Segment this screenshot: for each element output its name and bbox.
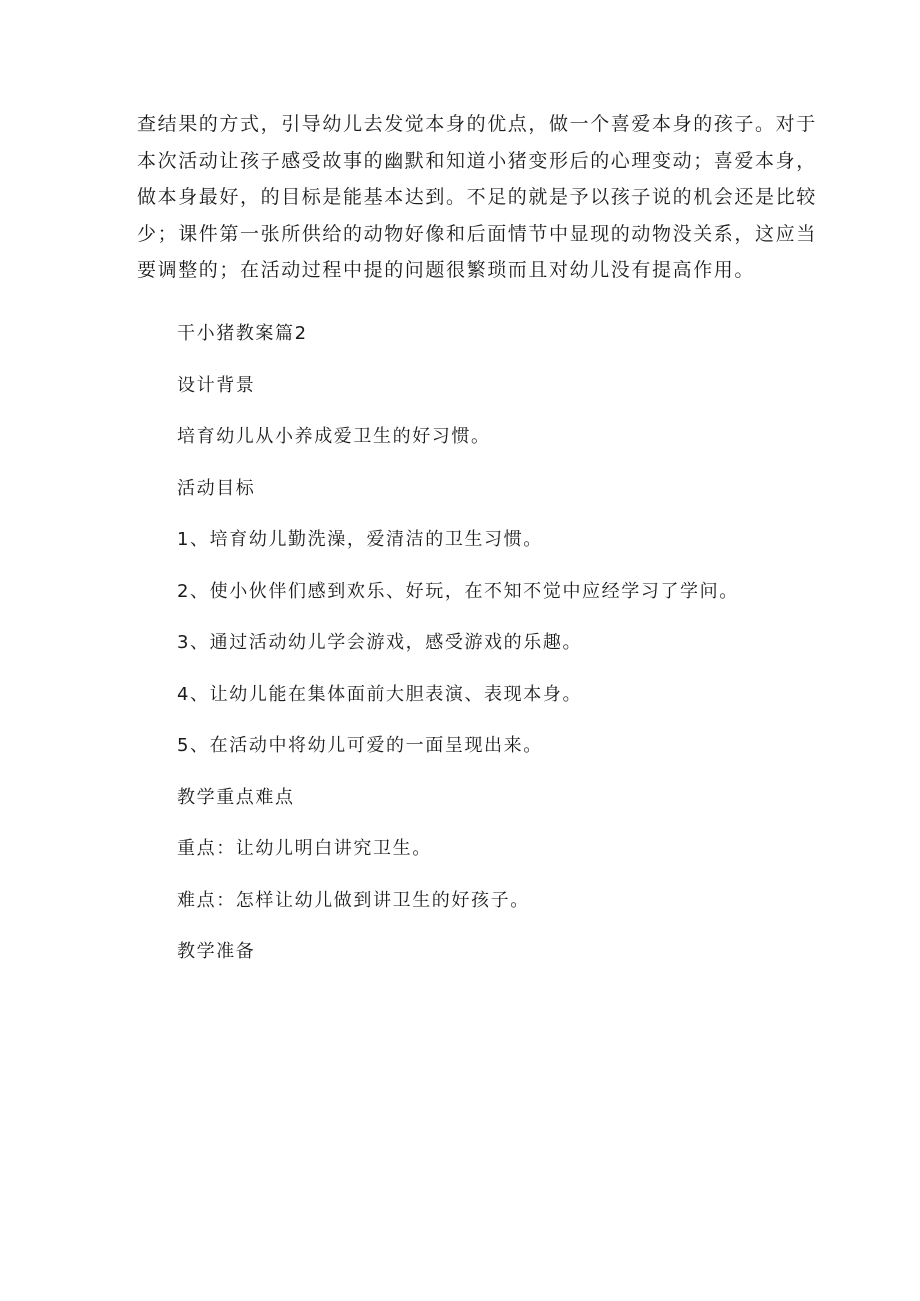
difficult-point: 难点：怎样让幼儿做到讲卫生的好孩子。: [177, 889, 530, 911]
intro-line: 少；课件第一张所供给的动物好像和后面情节中显现的动物没关系，这应当: [137, 222, 817, 245]
body-section: [177, 316, 817, 986]
goal-item: 2、使小伙伴们感到欢乐、好玩，在不知不觉中应经学习了学问。: [177, 580, 739, 602]
paragraph: 培育幼儿从小养成爱卫生的好习惯。: [177, 426, 491, 447]
section-title: 干小猪教案篇2: [177, 323, 308, 344]
heading-teaching-preparation: 教学准备: [177, 941, 256, 962]
heading-key-points: 教学重点难点: [177, 786, 295, 808]
intro-line: 本次活动让孩子感受故事的幽默和知道小猪变形后的心理变动；喜爱本身，: [137, 149, 817, 172]
heading-design-background: 设计背景: [177, 374, 256, 396]
goal-item: 5、在活动中将幼儿可爱的一面呈现出来。: [177, 735, 543, 756]
goal-item: 1、培育幼儿勤洗澡，爱清洁的卫生习惯。: [177, 529, 543, 550]
key-point: 重点：让幼儿明白讲究卫生。: [177, 838, 432, 859]
intro-paragraph: [137, 106, 817, 289]
intro-line: 查结果的方式，引导幼儿去发觉本身的优点，做一个喜爱本身的孩子。对于: [137, 113, 817, 135]
intro-line: 要调整的；在活动过程中提的问题很繁琐而且对幼儿没有提高作用。: [137, 259, 756, 281]
intro-line: 做本身最好，的目标是能基本达到。不足的就是予以孩子说的机会还是比较: [137, 186, 817, 208]
goal-item: 4、让幼儿能在集体面前大胆表演、表现本身。: [177, 683, 583, 705]
heading-activity-goals: 活动目标: [177, 477, 256, 499]
goal-item: 3、通过活动幼儿学会游戏，感受游戏的乐趣。: [177, 632, 583, 653]
